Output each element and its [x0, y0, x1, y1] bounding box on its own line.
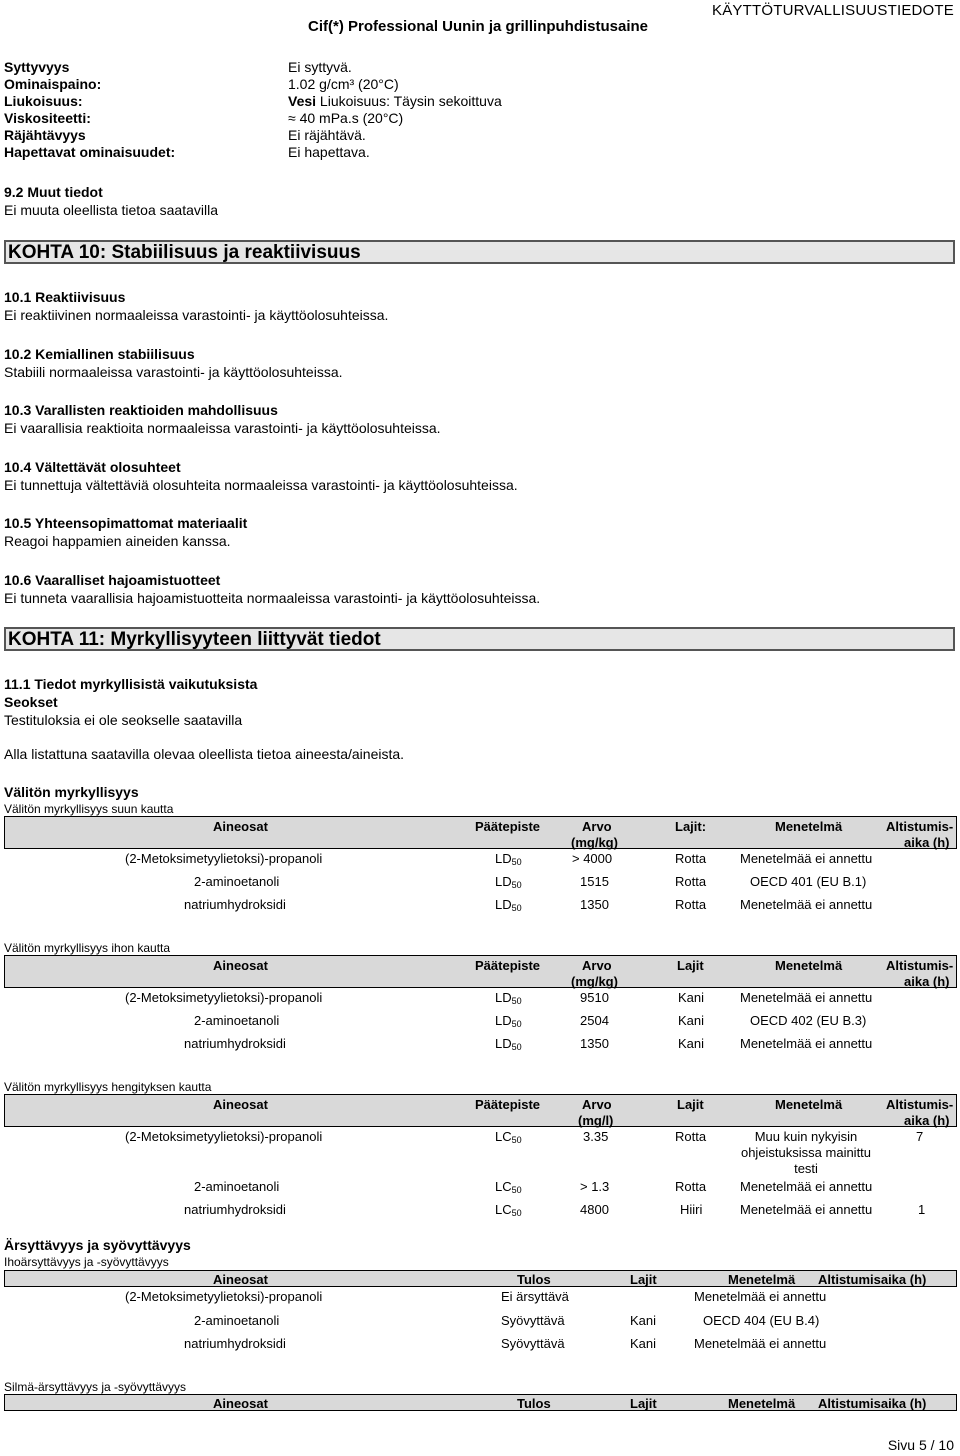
- endpoint-sub: 50: [511, 880, 522, 890]
- section-10-header: KOHTA 10: Stabiilisuus ja reaktiivisuus: [4, 240, 955, 264]
- cell-aineosa: (2-Metoksimetyylietoksi)-propanoli: [125, 851, 323, 866]
- subsection-title: 11.1 Tiedot myrkyllisistä vaikutuksista: [4, 676, 258, 692]
- cell-menetelma: Menetelmää ei annettu: [740, 990, 873, 1005]
- cell-aineosa: 2-aminoetanoli: [194, 1013, 280, 1028]
- cell-lajit: Kani: [630, 1313, 657, 1328]
- col-arvo: Arvo: [582, 819, 612, 834]
- col-aineosat: Aineosat: [213, 958, 268, 973]
- col-lajit: Lajit: [630, 1396, 657, 1411]
- cell-paatepiste: [495, 1202, 522, 1218]
- endpoint-main: LD: [495, 1013, 512, 1028]
- skin-table-caption: Ihoärsyttävyys ja -syövyttävyys: [4, 1255, 169, 1269]
- col-arvo: Arvo: [582, 958, 612, 973]
- col-lajit: Lajit:: [675, 819, 707, 834]
- cell-aineosa: (2-Metoksimetyylietoksi)-propanoli: [125, 990, 323, 1005]
- subsection-text: Ei vaarallisia reaktioita normaaleissa varastointi- ja käyttöolosuhteissa.: [4, 420, 441, 436]
- property-key: Räjähtävyys: [4, 127, 86, 143]
- property-key: Liukoisuus:: [4, 93, 83, 109]
- eye-table-caption: Silmä-ärsyttävyys ja -syövyttävyys: [4, 1380, 187, 1394]
- endpoint-main: LC: [495, 1202, 512, 1217]
- property-row: [4, 76, 704, 93]
- col-menetelma: Menetelmä: [775, 1097, 843, 1112]
- endpoint-sub: 50: [511, 903, 522, 913]
- inhalation-table-caption: Välitön myrkyllisyys hengityksen kautta: [4, 1080, 212, 1094]
- cell-arvo: > 1.3: [580, 1179, 610, 1194]
- cell-tulos: Ei ärsyttävä: [501, 1289, 569, 1304]
- cell-menetelma: Menetelmää ei annettu: [740, 1036, 873, 1051]
- endpoint-main: LD: [495, 851, 512, 866]
- col-lajit: Lajit: [677, 1097, 704, 1112]
- endpoint-sub: 50: [511, 1042, 522, 1052]
- col-aika: aika (h): [904, 974, 950, 989]
- endpoint-sub: 50: [511, 1135, 522, 1145]
- col-arvo-unit: (mg/kg): [571, 835, 618, 850]
- table-row: [4, 872, 957, 895]
- properties-list: [4, 59, 704, 161]
- cell-lajit: Hiiri: [680, 1202, 703, 1217]
- skin-irritation-table: [4, 1270, 957, 1357]
- cell-menetelma: Menetelmää ei annettu: [740, 897, 873, 912]
- subsection-title: 10.1 Reaktiivisuus: [4, 289, 126, 305]
- col-arvo-unit: (mg/l): [578, 1113, 614, 1128]
- col-aineosat: Aineosat: [213, 1272, 268, 1287]
- cell-lajit: Rotta: [675, 851, 707, 866]
- col-altistumis: Altistumis-: [886, 819, 954, 834]
- col-tulos: Tulos: [517, 1396, 551, 1411]
- property-row: [4, 93, 704, 110]
- col-altistumis: Altistumis-: [886, 1097, 954, 1112]
- cell-paatepiste: [495, 851, 522, 867]
- subsection-10-1: [4, 288, 388, 324]
- col-paatepiste: Päätepiste: [475, 819, 541, 834]
- endpoint-main: LD: [495, 990, 512, 1005]
- col-lajit: Lajit: [677, 958, 704, 973]
- col-paatepiste: Päätepiste: [475, 1097, 541, 1112]
- table-header: [4, 1094, 957, 1127]
- endpoint-main: LD: [495, 1036, 512, 1051]
- dermal-toxicity-table: [4, 955, 957, 1057]
- cell-altistumisaika: 1: [918, 1202, 926, 1217]
- cell-arvo: 1350: [580, 1036, 609, 1051]
- cell-altistumisaika: 7: [916, 1129, 924, 1144]
- cell-lajit: Rotta: [675, 1129, 707, 1144]
- table-row: [4, 1034, 957, 1057]
- cell-paatepiste: [495, 1179, 522, 1195]
- subsection-title: 10.4 Vältettävät olosuhteet: [4, 459, 181, 475]
- cell-aineosa: natriumhydroksidi: [184, 897, 286, 912]
- irritation-title: Ärsyttävyys ja syövyttävyys: [4, 1237, 191, 1253]
- property-key: Hapettavat ominaisuudet:: [4, 144, 176, 160]
- cell-menetelma: Menetelmää ei annettu: [694, 1289, 827, 1304]
- document-product-title: Cif(*) Professional Uunin ja grillinpuhdistusaine: [308, 18, 649, 35]
- table-header: [4, 1270, 957, 1287]
- col-altistumis: Altistumis-: [886, 958, 954, 973]
- col-arvo: Arvo: [582, 1097, 612, 1112]
- col-lajit: Lajit: [630, 1272, 657, 1287]
- inhalation-toxicity-table: [4, 1094, 957, 1223]
- cell-aineosa: natriumhydroksidi: [184, 1336, 286, 1351]
- endpoint-main: LC: [495, 1179, 512, 1194]
- col-altistumisaika: Altistumisaika (h): [818, 1396, 927, 1411]
- cell-arvo: 2504: [580, 1013, 609, 1028]
- property-value: Ei hapettava.: [288, 144, 370, 160]
- acute-toxicity-title: Välitön myrkyllisyys: [4, 784, 139, 800]
- cell-menetelma: Menetelmää ei annettu: [740, 1179, 873, 1194]
- property-value: 1.02 g/cm³ (20°C): [288, 76, 399, 92]
- page-number: Sivu 5 / 10: [887, 1437, 954, 1453]
- subsection-title: 10.6 Vaaralliset hajoamistuotteet: [4, 572, 221, 588]
- oral-table-caption: Välitön myrkyllisyys suun kautta: [4, 802, 174, 816]
- subsection-10-6: [4, 571, 540, 607]
- col-aika: aika (h): [904, 1113, 950, 1128]
- col-menetelma: Menetelmä: [775, 958, 843, 973]
- property-value-bold: Vesi: [288, 93, 317, 109]
- cell-lajit: Kani: [630, 1336, 657, 1351]
- property-row: [4, 110, 704, 127]
- cell-menetelma: Menetelmää ei annettu: [740, 851, 873, 866]
- col-altistumisaika: Altistumisaika (h): [818, 1272, 927, 1287]
- cell-lajit: Kani: [678, 990, 705, 1005]
- seokset-title: Seokset: [4, 694, 58, 710]
- col-tulos: Tulos: [517, 1272, 551, 1287]
- table-row: [4, 849, 957, 872]
- cell-menetelma: OECD 401 (EU B.1): [750, 874, 867, 889]
- table-row: [4, 1287, 957, 1311]
- endpoint-main: LC: [495, 1129, 512, 1144]
- endpoint-sub: 50: [511, 996, 522, 1006]
- table-row: [4, 1177, 957, 1200]
- subsection-title: 9.2 Muut tiedot: [4, 184, 103, 200]
- cell-arvo: 1515: [580, 874, 609, 889]
- dermal-table-caption: Välitön myrkyllisyys ihon kautta: [4, 941, 171, 955]
- col-menetelma: Menetelmä: [775, 819, 843, 834]
- subsection-title: 10.2 Kemiallinen stabiilisuus: [4, 346, 195, 362]
- subsection-10-2: [4, 345, 343, 381]
- subsection-text: Ei reaktiivinen normaaleissa varastointi- ja käyttöolosuhteissa.: [4, 307, 389, 323]
- cell-arvo: 1350: [580, 897, 609, 912]
- eye-irritation-table: [4, 1394, 957, 1411]
- cell-aineosa: natriumhydroksidi: [184, 1202, 286, 1217]
- table-row: [4, 988, 957, 1011]
- cell-tulos: Syövyttävä: [501, 1313, 565, 1328]
- col-aika: aika (h): [904, 835, 950, 850]
- property-value: ≈ 40 mPa.s (20°C): [288, 110, 404, 126]
- subsection-10-3: [4, 401, 441, 437]
- cell-aineosa: 2-aminoetanoli: [194, 874, 280, 889]
- cell-menetelma: Muu kuin nykyisin ohjeistuksissa mainittu testi: [740, 1129, 872, 1176]
- endpoint-sub: 50: [511, 1019, 522, 1029]
- cell-lajit: Rotta: [675, 897, 707, 912]
- property-value: Ei syttyvä.: [288, 59, 352, 75]
- cell-paatepiste: [495, 1129, 522, 1145]
- endpoint-sub: 50: [511, 1185, 522, 1195]
- cell-lajit: Rotta: [675, 1179, 707, 1194]
- property-value: Ei räjähtävä.: [288, 127, 366, 143]
- cell-aineosa: natriumhydroksidi: [184, 1036, 286, 1051]
- subsection-text: Ei tunnettuja vältettäviä olosuhteita normaaleissa varastointi- ja käyttöolosuhteissa.: [4, 477, 518, 493]
- section-11-header: KOHTA 11: Myrkyllisyyteen liittyvät tiedot: [4, 627, 955, 651]
- table-header: [4, 955, 957, 988]
- cell-menetelma: OECD 404 (EU B.4): [703, 1313, 820, 1328]
- col-aineosat: Aineosat: [213, 1097, 268, 1112]
- property-value-rest: Liukoisuus: Täysin sekoittuva: [316, 93, 502, 109]
- table-row: [4, 895, 957, 918]
- property-key: Ominaispaino:: [4, 76, 102, 92]
- seokset-text: Testituloksia ei ole seokselle saatavilla: [4, 712, 243, 728]
- listed-info-text: Alla listattuna saatavilla olevaa oleellista tietoa aineesta/aineista.: [4, 746, 405, 762]
- subsection-text: Stabiili normaaleissa varastointi- ja käyttöolosuhteissa.: [4, 364, 343, 380]
- cell-aineosa: (2-Metoksimetyylietoksi)-propanoli: [125, 1129, 323, 1144]
- table-header: [4, 1394, 957, 1411]
- cell-paatepiste: [495, 874, 522, 890]
- endpoint-sub: 50: [511, 1208, 522, 1218]
- cell-aineosa: 2-aminoetanoli: [194, 1313, 280, 1328]
- cell-aineosa: (2-Metoksimetyylietoksi)-propanoli: [125, 1289, 323, 1304]
- subsection-text: Ei tunneta vaarallisia hajoamistuotteita normaaleissa varastointi- ja käyttöolosuhteissa.: [4, 590, 541, 606]
- endpoint-sub: 50: [511, 857, 522, 867]
- property-row: [4, 59, 704, 76]
- cell-tulos: Syövyttävä: [501, 1336, 565, 1351]
- col-menetelma: Menetelmä: [728, 1272, 796, 1287]
- property-key: Viskositeetti:: [4, 110, 91, 126]
- cell-arvo: 4800: [580, 1202, 609, 1217]
- cell-arvo: 9510: [580, 990, 609, 1005]
- cell-lajit: Kani: [678, 1013, 705, 1028]
- property-row: [4, 127, 704, 144]
- cell-paatepiste: [495, 990, 522, 1006]
- cell-lajit: Rotta: [675, 874, 707, 889]
- table-header: [4, 816, 957, 849]
- subsection-10-5: [4, 514, 247, 550]
- cell-arvo: 3.35: [583, 1129, 609, 1144]
- subsection-text: Reagoi happamien aineiden kanssa.: [4, 533, 231, 549]
- col-aineosat: Aineosat: [213, 819, 268, 834]
- cell-menetelma: Menetelmää ei annettu: [740, 1202, 873, 1217]
- table-row: [4, 1200, 957, 1223]
- endpoint-main: LD: [495, 897, 512, 912]
- cell-paatepiste: [495, 1013, 522, 1029]
- cell-paatepiste: [495, 897, 522, 913]
- cell-paatepiste: [495, 1036, 522, 1052]
- cell-lajit: Kani: [678, 1036, 705, 1051]
- document-type-label: KÄYTTÖTURVALLISUUSTIEDOTE: [712, 2, 954, 19]
- subsection-11-1: [4, 675, 257, 729]
- col-arvo-unit: (mg/kg): [571, 974, 618, 989]
- table-row: [4, 1311, 957, 1334]
- oral-toxicity-table: [4, 816, 957, 918]
- subsection-text: Ei muuta oleellista tietoa saatavilla: [4, 202, 219, 218]
- subsection-9-2: [4, 183, 218, 219]
- endpoint-main: LD: [495, 874, 512, 889]
- col-menetelma: Menetelmä: [728, 1396, 796, 1411]
- property-value: [288, 93, 502, 110]
- table-row: [4, 1011, 957, 1034]
- cell-menetelma: OECD 402 (EU B.3): [750, 1013, 867, 1028]
- cell-aineosa: 2-aminoetanoli: [194, 1179, 280, 1194]
- cell-menetelma: Menetelmää ei annettu: [694, 1336, 827, 1351]
- property-row: [4, 144, 704, 161]
- col-aineosat: Aineosat: [213, 1396, 268, 1411]
- property-key: Syttyvyys: [4, 59, 70, 75]
- table-row: [4, 1334, 957, 1357]
- subsection-title: 10.3 Varallisten reaktioiden mahdollisuus: [4, 402, 278, 418]
- cell-arvo: > 4000: [572, 851, 613, 866]
- subsection-title: 10.5 Yhteensopimattomat materiaalit: [4, 515, 248, 531]
- col-paatepiste: Päätepiste: [475, 958, 541, 973]
- table-row: [4, 1127, 957, 1177]
- subsection-10-4: [4, 458, 518, 494]
